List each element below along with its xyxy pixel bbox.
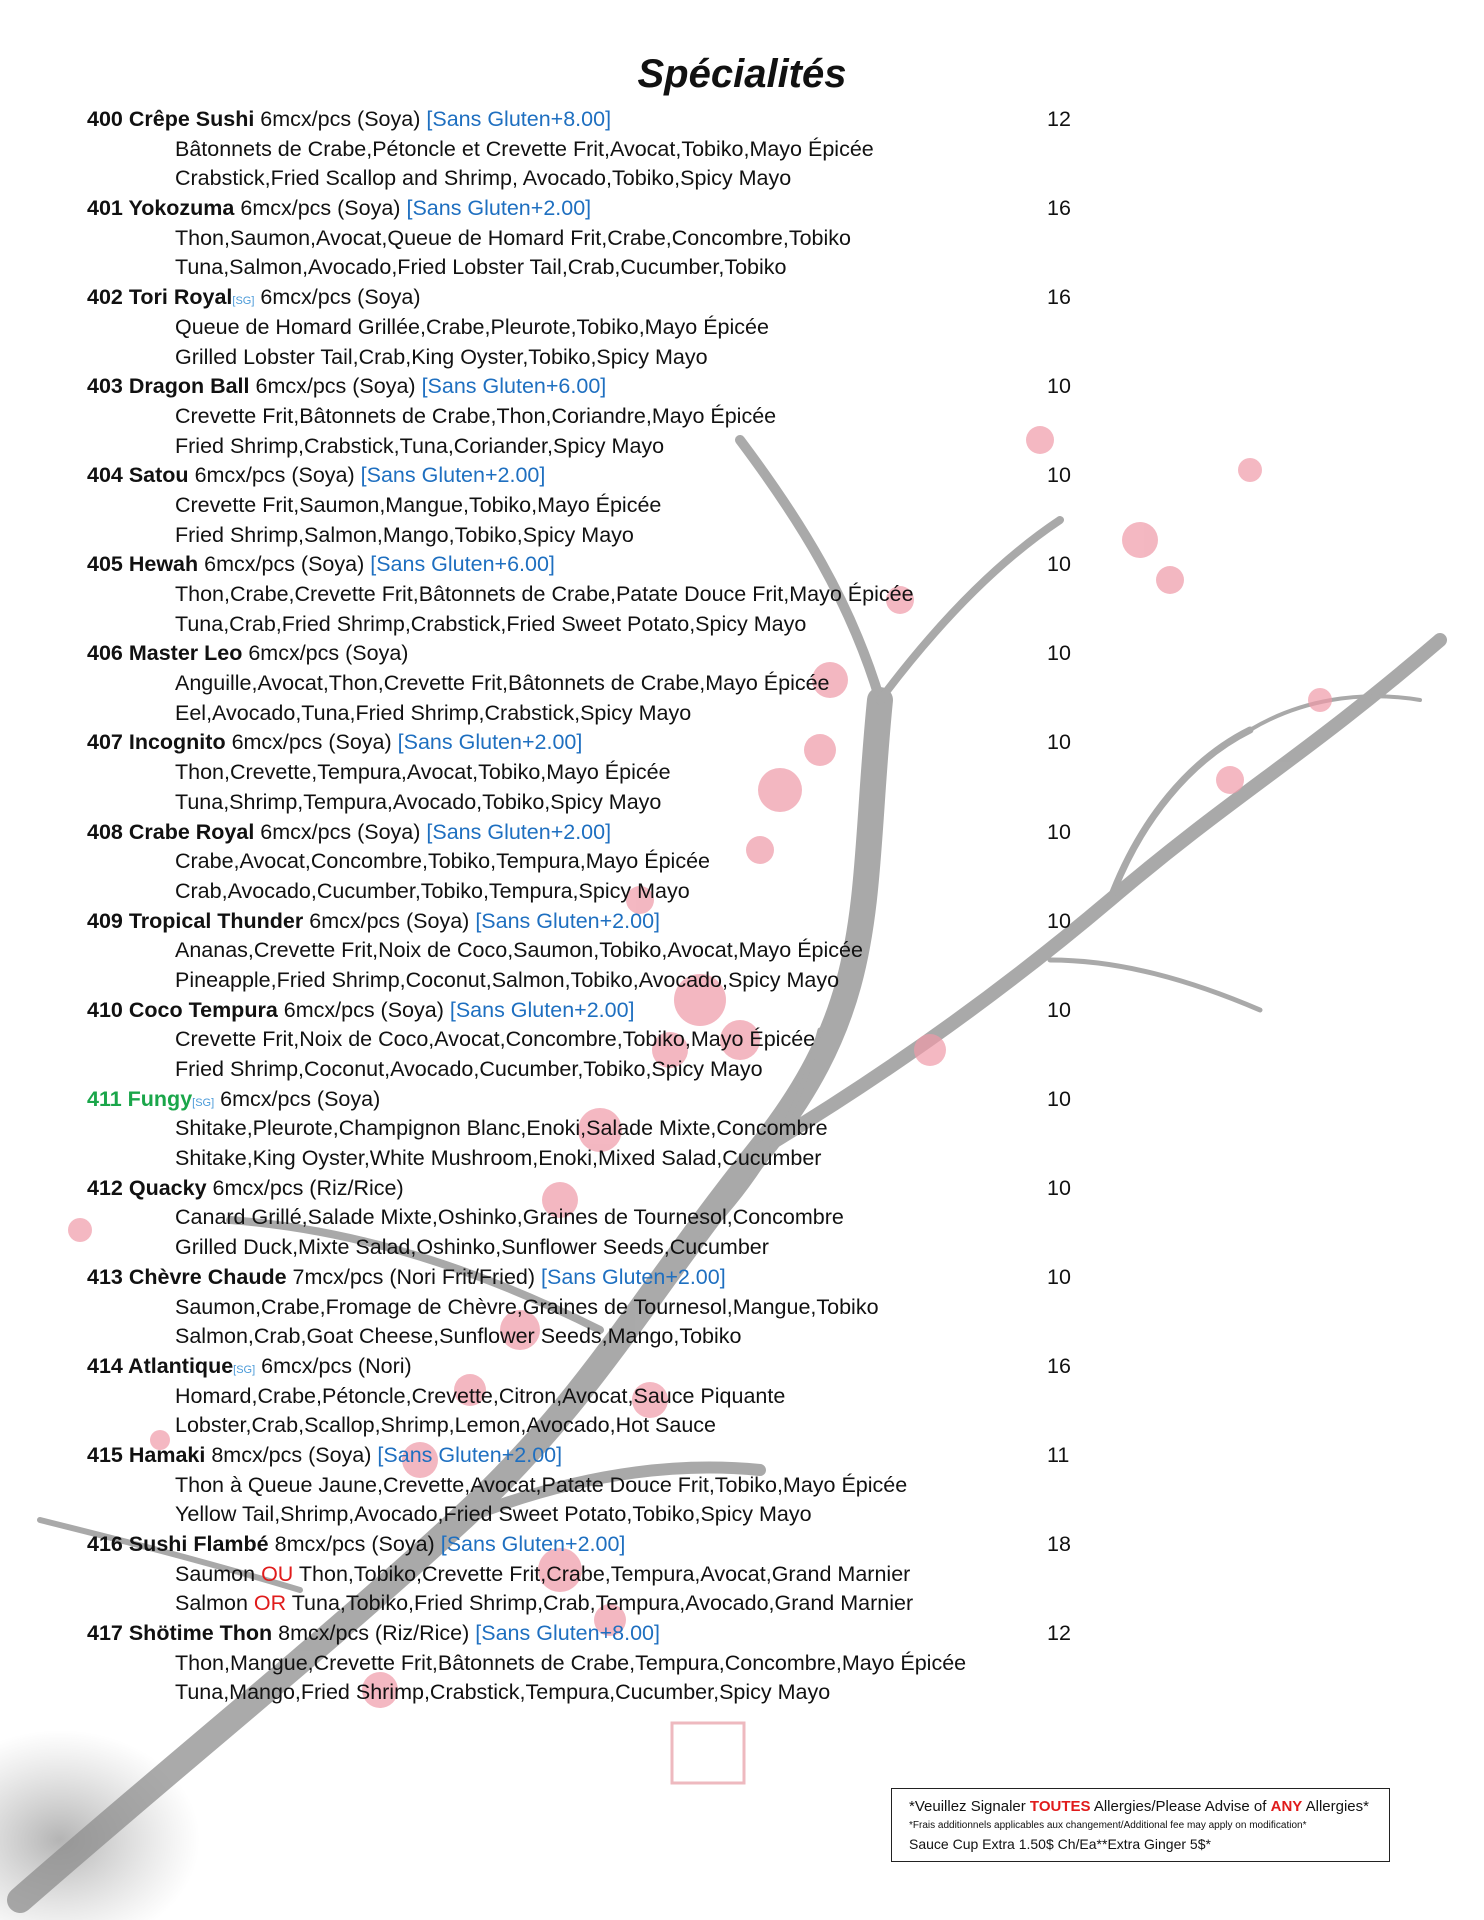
menu-item-name: 411 Fungy <box>87 1086 193 1111</box>
menu-item-pieces: 6mcx/pcs (Soya) <box>260 107 421 131</box>
menu-item-header <box>87 550 1087 580</box>
menu-item-name: 416 Sushi Flambé <box>87 1532 269 1556</box>
menu-item-price: 12 <box>1047 107 1071 131</box>
menu-item-name: 408 Crabe Royal <box>87 819 255 844</box>
menu-item <box>87 1530 1087 1619</box>
menu-item-description-en: Crab,Avocado,Cucumber,Tobiko,Tempura,Spicy Mayo <box>175 878 690 903</box>
menu-item-pieces: 6mcx/pcs (Soya) <box>240 196 401 221</box>
menu-item-price: 10 <box>1047 1175 1071 1200</box>
menu-item-description-fr: Crevette Frit,Bâtonnets de Crabe,Thon,Coriandre,Mayo Épicée <box>175 403 777 428</box>
menu-item-header <box>87 1085 1087 1115</box>
menu-item-description-fr: Anguille,Avocat,Thon,Crevette Frit,Bâtonnets de Crabe,Mayo Épicée <box>175 671 830 696</box>
menu-item-description-en: Tuna,Crab,Fried Shrimp,Crabstick,Fried Sweet Potato,Spicy Mayo <box>175 611 807 636</box>
menu-item-description-en: Grilled Lobster Tail,Crab,King Oyster,Tobiko,Spicy Mayo <box>175 344 708 369</box>
menu-item-description-fr: Bâtonnets de Crabe,Pétoncle et Crevette Frit,Avocat,Tobiko,Mayo Épicée <box>175 136 874 161</box>
gluten-free-option: [Sans Gluten+2.00] <box>397 730 583 755</box>
menu-item <box>87 461 1087 550</box>
menu-item-price: 10 <box>1047 552 1071 577</box>
menu-item-header <box>87 1352 1087 1382</box>
menu-item-name: 415 Hamaki <box>87 1442 206 1467</box>
menu-item-header <box>87 1619 1087 1649</box>
gluten-free-tag: [SG] <box>233 1363 256 1376</box>
menu-item-price: 10 <box>1047 997 1071 1022</box>
alternative-marker: OR <box>253 1591 287 1616</box>
gluten-free-option: [Sans Gluten+8.00] <box>475 1621 660 1646</box>
menu-item <box>87 1085 1087 1174</box>
menu-item-description-en: Fried Shrimp,Salmon,Mango,Tobiko,Spicy Mayo <box>175 522 634 547</box>
menu-item-description-en: Tuna,Mango,Fried Shrimp,Crabstick,Tempura,Cucumber,Spicy Mayo <box>175 1680 831 1705</box>
menu-item-pieces: 7mcx/pcs (Nori Frit/Fried) <box>292 1264 536 1289</box>
menu-item-name: 409 Tropical Thunder <box>87 908 304 933</box>
menu-item-header <box>87 372 1087 402</box>
menu-item-header <box>87 907 1087 937</box>
menu-item-header <box>87 1441 1087 1471</box>
menu-item-description-fr: Homard,Crabe,Pétoncle,Crevette,Citron,Avocat,Sauce Piquante <box>175 1383 786 1408</box>
menu-item-pieces: 6mcx/pcs (Soya) <box>248 641 409 666</box>
menu-item-description-fr: Ananas,Crevette Frit,Noix de Coco,Saumon,Tobiko,Avocat,Mayo Épicée <box>175 938 863 963</box>
gluten-free-option: [Sans Gluten+6.00] <box>421 374 607 399</box>
menu-item-price: 12 <box>1047 1621 1071 1646</box>
menu-item-pieces: 6mcx/pcs (Soya) <box>260 819 421 844</box>
menu-item <box>87 1352 1087 1441</box>
menu-item-description-en: Shitake,King Oyster,White Mushroom,Enoki,Mixed Salad,Cucumber <box>175 1146 822 1171</box>
allergy-notice-line: *Veuillez Signaler TOUTES Allergies/Please Advise of ANY Allergies* <box>909 1798 1369 1815</box>
gluten-free-tag: [SG] <box>232 295 255 308</box>
menu-item-name: 406 Master Leo <box>87 641 243 666</box>
menu-item-price: 10 <box>1047 1086 1071 1111</box>
menu-item <box>87 194 1087 283</box>
menu-item-description-en: Crabstick,Fried Scallop and Shrimp, Avocado,Tobiko,Spicy Mayo <box>175 166 792 191</box>
menu-item-pieces: 6mcx/pcs (Soya) <box>283 997 444 1022</box>
menu-item <box>87 1263 1087 1352</box>
menu-item-description-en: Tuna,Shrimp,Tempura,Avocado,Tobiko,Spicy Mayo <box>175 789 662 814</box>
menu-item-pieces: 6mcx/pcs (Riz/Rice) <box>212 1175 404 1200</box>
menu-item-description-fr: Thon,Saumon,Avocat,Queue de Homard Frit,Crabe,Concombre,Tobiko <box>175 225 852 250</box>
menu-item-description-en: Yellow Tail,Shrimp,Avocado,Fried Sweet Potato,Tobiko,Spicy Mayo <box>175 1502 812 1527</box>
menu-item <box>87 105 1087 194</box>
menu-item <box>87 1619 1087 1708</box>
allergy-notice <box>891 1788 1390 1862</box>
menu-item-description-en: Eel,Avocado,Tuna,Fried Shrimp,Crabstick,Spicy Mayo <box>175 700 692 725</box>
menu-item-name: 404 Satou <box>87 463 189 488</box>
fee-notice-line: *Frais additionnels applicables aux changement/Additional fee may apply on modification* <box>909 1820 1307 1831</box>
gluten-free-tag: [SG] <box>192 1096 215 1109</box>
gluten-free-option: [Sans Gluten+2.00] <box>426 819 612 844</box>
seal-stamp <box>672 1723 744 1783</box>
menu-item-pieces: 6mcx/pcs (Soya) <box>260 285 421 310</box>
menu-item-name: 413 Chèvre Chaude <box>87 1264 287 1289</box>
gluten-free-option: [Sans Gluten+2.00] <box>406 196 592 221</box>
menu-item-name: 401 Yokozuma <box>87 196 235 221</box>
menu-item-price: 10 <box>1047 641 1071 666</box>
menu-item-pieces: 8mcx/pcs (Riz/Rice) <box>278 1621 470 1646</box>
menu-item-header <box>87 194 1087 224</box>
menu-item-price: 11 <box>1047 1442 1070 1467</box>
menu-item-pieces: 6mcx/pcs (Soya) <box>231 730 392 755</box>
menu-item-pieces: 8mcx/pcs (Soya) <box>211 1442 372 1467</box>
menu-item-name: 402 Tori Royal <box>87 285 233 310</box>
menu-item-pieces: 6mcx/pcs (Soya) <box>194 463 355 488</box>
menu-item-description-en: Salmon OR Tuna,Tobiko,Fried Shrimp,Crab,Tempura,Avocado,Grand Marnier <box>175 1591 914 1616</box>
page-title: Spécialités <box>637 52 847 96</box>
menu-item-name: 417 Shötime Thon <box>87 1621 273 1646</box>
menu-item-description-en: Fried Shrimp,Crabstick,Tuna,Coriander,Spicy Mayo <box>175 433 665 458</box>
menu-item-pieces: 6mcx/pcs (Soya) <box>220 1086 381 1111</box>
menu-item-header <box>87 728 1087 758</box>
menu-list <box>87 105 1087 1708</box>
extras-notice-line: Sauce Cup Extra 1.50$ Ch/Ea**Extra Ginger 5$* <box>909 1836 1211 1852</box>
menu-item-description-fr: Thon à Queue Jaune,Crevette,Avocat,Patate Douce Frit,Tobiko,Mayo Épicée <box>175 1472 908 1497</box>
menu-item-description-fr: Thon,Crevette,Tempura,Avocat,Tobiko,Mayo Épicée <box>175 760 671 785</box>
menu-item-description-fr: Saumon,Crabe,Fromage de Chèvre,Graines de Tournesol,Mangue,Tobiko <box>175 1294 879 1319</box>
menu-item-description-fr: Crevette Frit,Saumon,Mangue,Tobiko,Mayo Épicée <box>175 492 662 517</box>
gluten-free-option: [Sans Gluten+2.00] <box>541 1264 726 1289</box>
menu-item-price: 16 <box>1047 285 1071 310</box>
menu-item-header <box>87 1174 1087 1204</box>
gluten-free-option: [Sans Gluten+2.00] <box>449 997 635 1022</box>
menu-item-price: 10 <box>1047 463 1071 488</box>
menu-item-name: 405 Hewah <box>87 552 199 577</box>
menu-item-name: 412 Quacky <box>87 1175 207 1200</box>
menu-item-description-en: Tuna,Salmon,Avocado,Fried Lobster Tail,Crab,Cucumber,Tobiko <box>175 255 787 280</box>
menu-item-pieces: 6mcx/pcs (Soya) <box>255 374 416 399</box>
menu-item <box>87 283 1087 372</box>
menu-item-header <box>87 639 1087 669</box>
gluten-free-option: [Sans Gluten+2.00] <box>440 1532 626 1556</box>
menu-item-pieces: 8mcx/pcs (Soya) <box>274 1532 435 1556</box>
menu-item-price: 18 <box>1047 1532 1071 1556</box>
menu-item-header <box>87 818 1087 848</box>
menu-item-price: 16 <box>1047 1353 1071 1378</box>
menu-item-name: 414 Atlantique <box>87 1353 234 1378</box>
menu-item <box>87 550 1087 639</box>
menu-item-price: 10 <box>1047 374 1071 399</box>
menu-item <box>87 639 1087 728</box>
gluten-free-option: [Sans Gluten+2.00] <box>377 1442 563 1467</box>
menu-item-description-en: Grilled Duck,Mixte Salad,Oshinko,Sunflower Seeds,Cucumber <box>175 1235 769 1260</box>
menu-item-description-en: Pineapple,Fried Shrimp,Coconut,Salmon,Tobiko,Avocado,Spicy Mayo <box>175 967 840 992</box>
menu-item-header <box>87 996 1087 1026</box>
menu-item-pieces: 6mcx/pcs (Soya) <box>204 552 365 577</box>
menu-item-header <box>87 105 1087 135</box>
menu-item <box>87 372 1087 461</box>
menu-item-name: 403 Dragon Ball <box>87 374 250 399</box>
menu-item-price: 16 <box>1047 196 1071 221</box>
menu-item <box>87 1441 1087 1530</box>
menu-item-description-fr: Crevette Frit,Noix de Coco,Avocat,Concombre,Tobiko,Mayo Épicée <box>175 1027 816 1052</box>
menu-item-description-en: Fried Shrimp,Coconut,Avocado,Cucumber,Tobiko,Spicy Mayo <box>175 1057 763 1081</box>
menu-item-pieces: 6mcx/pcs (Nori) <box>261 1353 412 1378</box>
menu-item-description-fr: Thon,Mangue,Crevette Frit,Bâtonnets de Crabe,Tempura,Concombre,Mayo Épicée <box>175 1650 967 1675</box>
menu-item <box>87 907 1087 996</box>
gluten-free-option: [Sans Gluten+6.00] <box>370 552 555 577</box>
menu-item-name: 400 Crêpe Sushi <box>87 107 255 131</box>
menu-item-description-fr: Shitake,Pleurote,Champignon Blanc,Enoki,Salade Mixte,Concombre <box>175 1116 828 1141</box>
gluten-free-option: [Sans Gluten+2.00] <box>475 908 660 933</box>
menu-item-header <box>87 1530 1087 1560</box>
menu-item-name: 410 Coco Tempura <box>87 997 278 1022</box>
menu-item-header <box>87 1263 1087 1293</box>
menu-item-price: 10 <box>1047 819 1071 844</box>
menu-item-description-fr: Thon,Crabe,Crevette Frit,Bâtonnets de Crabe,Patate Douce Frit,Mayo Épicée <box>175 582 914 606</box>
menu-item-description-fr: Saumon OU Thon,Tobiko,Crevette Frit,Crabe,Tempura,Avocat,Grand Marnier <box>175 1561 911 1586</box>
menu-item-pieces: 6mcx/pcs (Soya) <box>309 908 470 933</box>
gluten-free-option: [Sans Gluten+8.00] <box>426 107 612 131</box>
menu-item-price: 10 <box>1047 730 1071 755</box>
menu-item-header <box>87 461 1087 491</box>
menu-item <box>87 996 1087 1085</box>
menu-item <box>87 818 1087 907</box>
menu-item-description-fr: Canard Grillé,Salade Mixte,Oshinko,Graines de Tournesol,Concombre <box>175 1205 844 1230</box>
menu-item-description-fr: Crabe,Avocat,Concombre,Tobiko,Tempura,Mayo Épicée <box>175 849 710 874</box>
menu-item-description-en: Salmon,Crab,Goat Cheese,Sunflower Seeds,Mango,Tobiko <box>175 1324 742 1349</box>
menu-item-price: 10 <box>1047 1264 1071 1289</box>
menu-item-description-fr: Queue de Homard Grillée,Crabe,Pleurote,Tobiko,Mayo Épicée <box>175 314 769 339</box>
menu-item <box>87 1174 1087 1263</box>
menu-item <box>87 728 1087 817</box>
menu-item-description-en: Lobster,Crab,Scallop,Shrimp,Lemon,Avocado,Hot Sauce <box>175 1413 716 1438</box>
menu-item-price: 10 <box>1047 908 1071 933</box>
menu-item-name: 407 Incognito <box>87 730 226 755</box>
menu-item-header <box>87 283 1087 313</box>
alternative-marker: OU <box>261 1561 294 1586</box>
gluten-free-option: [Sans Gluten+2.00] <box>360 463 546 488</box>
